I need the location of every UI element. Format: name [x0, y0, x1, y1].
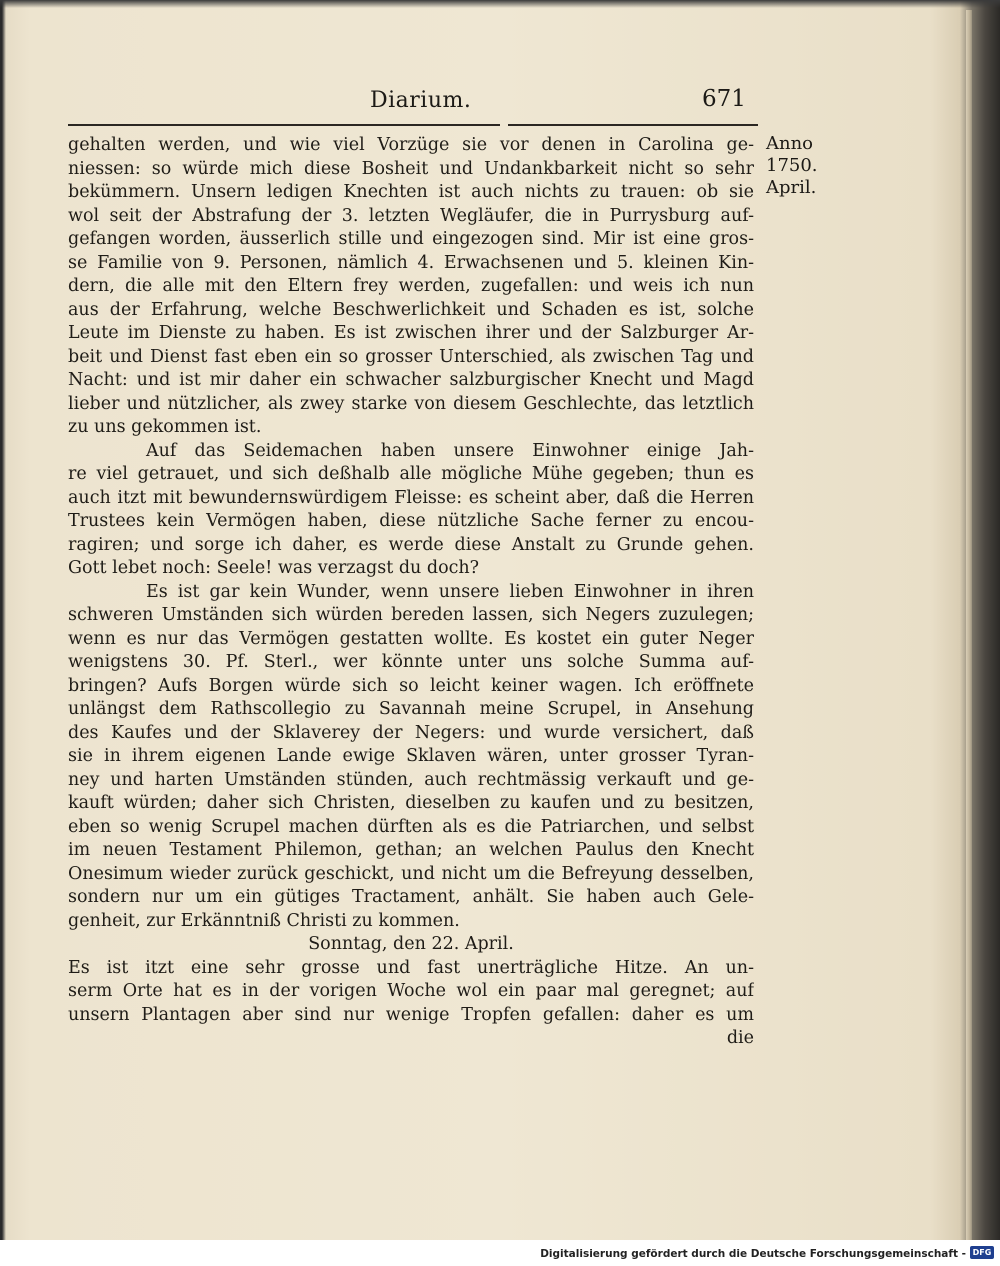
text-line: wenigstens 30. Pf. Sterl., wer könnte unter uns solche Summa auf-	[68, 652, 754, 672]
text-line: des Kaufes und der Sklaverey der Negers: und wurde versichert, daß	[68, 722, 754, 743]
body-text	[68, 134, 754, 1051]
section-heading: Sonntag, den 22. April.	[308, 934, 514, 954]
text-line: wol seit der Abstrafung der 3. letzten Wegläufer, die in Purrysburg auf-	[68, 205, 754, 226]
text-line: genheit, zur Erkänntniß Christi zu kommen.	[68, 910, 460, 931]
text-line: eben so wenig Scrupel machen dürften als es die Patriarchen, und selbst	[68, 816, 754, 837]
text-line: gehalten werden, und wie viel Vorzüge sie vor denen in Carolina ge-	[68, 135, 754, 155]
text-line: bringen? Aufs Borgen würde sich so leicht keiner wagen. Ich eröffnete	[68, 675, 754, 696]
text-line: auch itzt mit bewundernswürdigem Fleisse: es scheint aber, daß die Herren	[68, 487, 754, 508]
text-line: re viel getrauet, und sich deßhalb alle mögliche Mühe gegeben; thun es	[68, 464, 754, 484]
footer-credit: Digitalisierung gefördert durch die Deutsche Forschungsgemeinschaft -	[540, 1248, 966, 1260]
text-line: Gott lebet noch: Seele! was verzagst du doch?	[68, 558, 480, 578]
margin-note-line: April.	[766, 177, 817, 198]
text-line: gefangen worden, äusserlich stille und eingezogen sind. Mir ist eine gros-	[68, 229, 754, 249]
dfg-logo: DFG	[970, 1246, 994, 1259]
text-line: sondern nur um ein gütiges Tractament, anhält. Sie haben auch Gele-	[68, 887, 754, 907]
text-line: se Familie von 9. Personen, nämlich 4. Erwachsenen und 5. kleinen Kin-	[68, 252, 754, 273]
text-line: Onesimum wieder zurück geschickt, und nicht um die Befreyung desselben,	[68, 863, 754, 884]
text-line: kauft würden; daher sich Christen, dieselben zu kaufen und zu besitzen,	[68, 793, 754, 813]
margin-note-line: 1750.	[766, 155, 818, 176]
text-line: unsern Plantagen aber sind nur wenige Tropfen gefallen: daher es um	[68, 1004, 754, 1025]
text-line: Trustees kein Vermögen haben, diese nützliche Sache ferner zu encou-	[68, 511, 754, 531]
text-line: Leute im Dienste zu haben. Es ist zwischen ihrer und der Salzburger Ar-	[68, 323, 754, 343]
text-line: lieber und nützlicher, als zwey starke von diesem Geschlechte, das letztlich	[68, 393, 754, 414]
margin-note	[766, 133, 830, 199]
page-number: 671	[702, 86, 746, 112]
text-line: Es ist itzt eine sehr grosse und fast unerträgliche Hitze. An un-	[68, 957, 754, 978]
header-rule	[68, 124, 500, 126]
text-line: ragiren; und sorge ich daher, es werde diese Anstalt zu Grunde gehen.	[68, 534, 754, 555]
running-head: Diarium.	[370, 88, 472, 113]
page-edge	[966, 10, 972, 1240]
footer-bar	[0, 1240, 1000, 1266]
text-line: unlängst dem Rathscollegio zu Savannah meine Scrupel, in Ansehung	[68, 699, 754, 719]
text-line: zu uns gekommen ist.	[68, 417, 262, 437]
margin-note-line: Anno	[766, 133, 814, 154]
text-line: Es ist gar kein Wunder, wenn unsere lieben Einwohner in ihren	[146, 581, 754, 602]
text-line: beit und Dienst fast eben ein so grosser Unterschied, als zwischen Tag und	[68, 346, 754, 367]
text-line: sie in ihrem eigenen Lande ewige Sklaven wären, unter grosser Tyran-	[68, 746, 754, 766]
text-line: wenn es nur das Vermögen gestatten wollte. Es kostet ein guter Neger	[68, 628, 754, 649]
text-line: bekümmern. Unsern ledigen Knechten ist auch nichts zu trauen: ob sie	[68, 182, 754, 202]
text-line: Auf das Seidemachen haben unsere Einwohner einige Jah-	[146, 440, 754, 461]
header-rule	[508, 124, 758, 126]
text-line: dern, die alle mit den Eltern frey werden, zugefallen: und weis ich nun	[68, 276, 754, 296]
text-line: niessen: so würde mich diese Bosheit und Undankbarkeit nicht so sehr	[68, 158, 754, 179]
text-line: schweren Umständen sich würden bereden lassen, sich Negers zuzulegen;	[68, 605, 754, 625]
text-line: Nacht: und ist mir daher ein schwacher salzburgischer Knecht und Magd	[68, 370, 754, 390]
text-line: aus der Erfahrung, welche Beschwerlichkeit und Schaden es ist, solche	[68, 299, 754, 320]
catchword: die	[726, 1028, 754, 1048]
text-line: im neuen Testament Philemon, gethan; an welchen Paulus den Knecht	[68, 840, 754, 860]
text-line: ney und harten Umständen stünden, auch rechtmässig verkauft und ge-	[68, 769, 754, 790]
text-line: serm Orte hat es in der vorigen Woche wol ein paar mal geregnet; auf	[68, 981, 754, 1001]
